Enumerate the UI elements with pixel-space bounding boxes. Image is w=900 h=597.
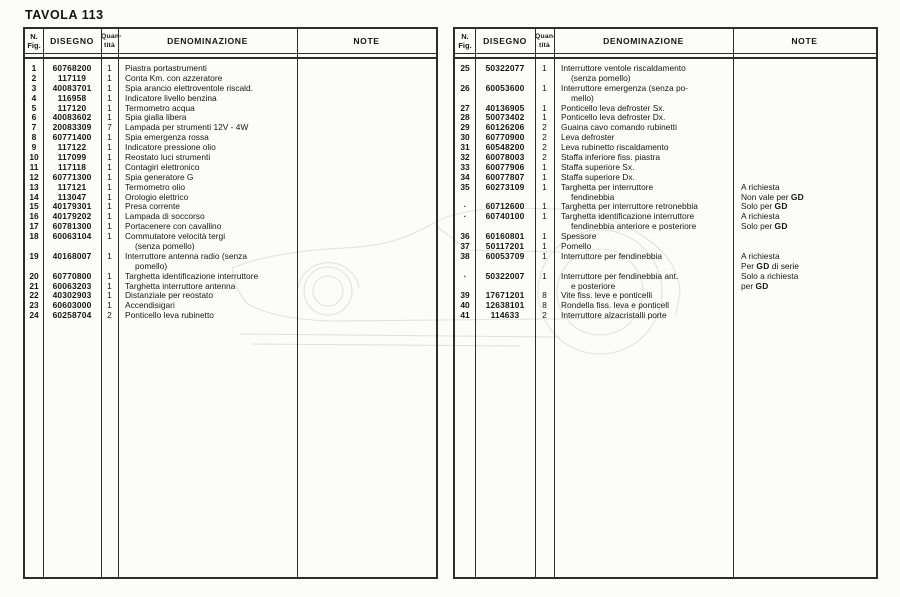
- cell-dis: 60077807: [485, 171, 525, 182]
- cell-fig: 35: [460, 181, 470, 192]
- cell-fig: 18: [29, 231, 39, 242]
- cell-den: fendinebbia anteriore e posteriore: [571, 222, 697, 232]
- cell-den: Portacenere con cavallino: [125, 222, 222, 232]
- cell-qta: 1: [542, 112, 547, 123]
- cell-qta: 1: [542, 211, 547, 222]
- cell-dis: 40136905: [485, 102, 525, 113]
- cell-qta: 1: [107, 161, 112, 172]
- cell-qta: 1: [542, 241, 547, 252]
- cell-dis: 60603000: [52, 300, 92, 311]
- cell-dis: 60078003: [485, 152, 525, 163]
- cell-dis: 60053709: [485, 250, 525, 261]
- cell-dis: 60053600: [485, 82, 525, 93]
- cell-fig: 15: [29, 201, 39, 212]
- cell-qta: 1: [107, 181, 112, 192]
- cell-qta: 8: [542, 300, 547, 311]
- cell-den: Vite fiss. leve e ponticelli: [561, 291, 653, 301]
- cell-den: Contagiri elettronico: [125, 162, 200, 172]
- cell-fig: 10: [29, 152, 39, 163]
- cell-fig: 25: [460, 63, 470, 73]
- cell-fig: 24: [29, 310, 39, 321]
- cell-den: Targhetta interruttore antenna: [125, 281, 236, 291]
- cell-den: Lampada di soccorso: [125, 212, 205, 222]
- cell-dis: 50073402: [485, 112, 525, 123]
- table-row: [455, 311, 876, 321]
- cell-qta: 1: [107, 201, 112, 212]
- page-title: TAVOLA 113: [25, 8, 104, 22]
- cell-den: Termometro olio: [125, 182, 186, 192]
- cell-note: [297, 74, 436, 84]
- cell-den: Indicatore livello benzina: [125, 93, 217, 103]
- cell-den: Staffa inferiore fiss. piastra: [561, 153, 660, 163]
- cell-den: Conta Km. con azzeratore: [125, 73, 223, 83]
- cell-note: [297, 183, 436, 193]
- table-header: [455, 29, 876, 54]
- cell-note: [733, 311, 876, 321]
- cell-qta: 1: [107, 152, 112, 163]
- cell-fig: 4: [31, 92, 37, 103]
- cell-dis: 60548200: [485, 142, 525, 153]
- cell-note: [733, 64, 876, 74]
- cell-dis: 50117201: [485, 241, 525, 252]
- table-header: [25, 29, 436, 54]
- cell-den: Distanziale per reostato: [125, 291, 213, 301]
- cell-dis: 60770800: [52, 270, 92, 281]
- cell-note: [297, 212, 436, 222]
- cell-den: Indicatore pressione olio: [125, 143, 216, 153]
- table-row: [25, 94, 436, 104]
- cell-den: Lampada per strumenti 12V - 4W: [125, 123, 249, 133]
- cell-qta: 1: [542, 181, 547, 192]
- cell-den: Ponticello leva defroster Dx.: [561, 113, 666, 123]
- table-body: [25, 64, 436, 321]
- cell-fig: ·: [463, 270, 467, 281]
- cell-qta: 2: [542, 142, 547, 153]
- table-row: [25, 252, 436, 262]
- cell-qta: 7: [107, 122, 112, 133]
- cell-den: Orologio elettrico: [125, 192, 189, 202]
- cell-qta: 1: [107, 142, 112, 153]
- header-fig: N. Fig.: [27, 32, 41, 50]
- header-quantita: Quan- tità: [101, 33, 122, 49]
- table-row: [25, 232, 436, 242]
- cell-den: Presa corrente: [125, 202, 180, 212]
- table-row: [455, 212, 876, 222]
- cell-note: A richiesta: [741, 182, 780, 192]
- cell-dis: 117122: [57, 142, 87, 153]
- cell-note: per GD: [741, 281, 769, 291]
- cell-qta: 1: [542, 250, 547, 261]
- cell-note: [297, 252, 436, 262]
- cell-fig: 16: [29, 211, 39, 222]
- cell-den: Spia arancio elettroventole riscald.: [125, 83, 254, 93]
- cell-den: Spessore: [561, 232, 597, 242]
- cell-qta: 1: [107, 92, 112, 103]
- cell-dis: 117119: [57, 72, 87, 83]
- cell-dis: 50322007: [485, 270, 525, 281]
- cell-fig: 37: [460, 241, 470, 252]
- cell-fig: 21: [29, 280, 39, 291]
- cell-dis: 60768200: [52, 63, 92, 73]
- cell-fig: 14: [29, 191, 39, 202]
- cell-qta: 2: [542, 132, 547, 143]
- cell-qta: 1: [107, 290, 112, 301]
- cell-qta: 1: [107, 63, 112, 73]
- cell-fig: 11: [29, 161, 39, 172]
- cell-note: [297, 242, 436, 252]
- cell-dis: 113047: [57, 191, 87, 202]
- header-denominazione: DENOMINAZIONE: [603, 35, 684, 46]
- cell-note: [733, 291, 876, 301]
- cell-qta: 1: [542, 171, 547, 182]
- cell-den: Leva defroster: [561, 133, 615, 143]
- cell-fig: ·: [463, 201, 467, 212]
- header-note: NOTE: [353, 35, 380, 46]
- cell-note: [297, 193, 436, 203]
- cell-note: [297, 173, 436, 183]
- cell-den: Staffa superiore Sx.: [561, 162, 635, 172]
- cell-qta: 1: [542, 63, 547, 73]
- table-body: [455, 64, 876, 321]
- cell-note: [733, 74, 876, 84]
- cell-qta: 2: [542, 152, 547, 163]
- cell-fig: 3: [31, 82, 37, 93]
- cell-den: Targhetta per interruttore: [561, 182, 654, 192]
- cell-den: (senza pomello): [571, 73, 631, 83]
- table-row: [25, 143, 436, 153]
- cell-note: [733, 232, 876, 242]
- header-disegno: DISEGNO: [483, 35, 527, 46]
- cell-dis: 17671201: [485, 290, 525, 301]
- table-row: [25, 183, 436, 193]
- cell-dis: 60771300: [52, 171, 92, 182]
- cell-note: [297, 282, 436, 292]
- cell-dis: 12638101: [485, 300, 525, 311]
- cell-qta: 8: [542, 290, 547, 301]
- cell-dis: 114633: [490, 310, 520, 321]
- cell-dis: 60781300: [52, 221, 92, 232]
- cell-qta: 1: [107, 191, 112, 202]
- cell-den: Accendisigari: [125, 301, 175, 311]
- cell-dis: 60740100: [485, 211, 525, 222]
- cell-dis: 40302903: [52, 290, 92, 301]
- cell-den: mello): [571, 93, 594, 103]
- table-row: [25, 311, 436, 321]
- cell-note: [297, 202, 436, 212]
- cell-dis: 40168007: [52, 250, 92, 261]
- table-row: [25, 173, 436, 183]
- cell-den: fendinebbia: [571, 192, 615, 202]
- cell-qta: 1: [542, 102, 547, 113]
- cell-note: A richiesta: [741, 251, 780, 261]
- cell-qta: 1: [107, 72, 112, 83]
- cell-dis: 40179202: [52, 211, 92, 222]
- parts-table-left: [23, 27, 438, 579]
- cell-fig: 30: [460, 132, 470, 143]
- table-row: [455, 64, 876, 74]
- cell-den: Rondella fiss. leva e ponticell: [561, 301, 670, 311]
- header-double-rule: [25, 57, 436, 59]
- cell-dis: 40083602: [52, 112, 92, 123]
- cell-note: [733, 123, 876, 133]
- cell-fig: 28: [460, 112, 470, 123]
- cell-fig: 7: [31, 122, 37, 133]
- cell-note: [733, 113, 876, 123]
- cell-den: Spia emergenza rossa: [125, 133, 209, 143]
- cell-note: [297, 94, 436, 104]
- cell-fig: 17: [29, 221, 39, 232]
- table-row: [455, 84, 876, 94]
- cell-dis: 117118: [57, 161, 87, 172]
- cell-den: Interruttore per fendinebbia: [561, 251, 663, 261]
- parts-table-right: [453, 27, 878, 579]
- cell-note: [297, 153, 436, 163]
- cell-fig: 34: [460, 171, 470, 182]
- cell-qta: 1: [107, 112, 112, 123]
- cell-dis: 60063104: [52, 231, 92, 242]
- cell-qta: 1: [107, 231, 112, 242]
- cell-note: [297, 291, 436, 301]
- table-row: [25, 64, 436, 74]
- cell-dis: 60160801: [485, 231, 525, 242]
- cell-dis: 60273109: [485, 181, 525, 192]
- cell-note: Solo per GD: [741, 222, 788, 232]
- cell-qta: 1: [107, 300, 112, 311]
- cell-den: Reostato luci strumenti: [125, 153, 211, 163]
- table-row: [25, 84, 436, 94]
- cell-fig: 1: [31, 63, 37, 73]
- cell-dis: 60258704: [52, 310, 92, 321]
- cell-dis: 60077906: [485, 161, 525, 172]
- cell-note: [297, 163, 436, 173]
- cell-note: [733, 84, 876, 94]
- cell-fig: 2: [31, 72, 37, 83]
- cell-qta: 1: [107, 211, 112, 222]
- cell-dis: 20083309: [52, 122, 92, 133]
- cell-note: [297, 113, 436, 123]
- cell-fig: 31: [460, 142, 470, 153]
- cell-fig: 19: [29, 250, 39, 261]
- cell-den: Ponticello leva rubinetto: [125, 311, 214, 321]
- cell-dis: 117099: [57, 152, 87, 163]
- header-double-rule: [455, 57, 876, 59]
- cell-fig: 6: [31, 112, 37, 123]
- table-row: [455, 272, 876, 282]
- cell-note: [297, 123, 436, 133]
- cell-dis: 60771400: [52, 132, 92, 143]
- cell-fig: 9: [31, 142, 37, 153]
- cell-den: Spia generatore G: [125, 172, 194, 182]
- cell-qta: 1: [542, 201, 547, 212]
- cell-den: e posteriore: [571, 281, 616, 291]
- cell-qta: 2: [542, 310, 547, 321]
- cell-dis: 117120: [57, 102, 87, 113]
- cell-den: Interruttore alzacristalli porte: [561, 311, 667, 321]
- cell-note: [297, 84, 436, 94]
- cell-note: [297, 143, 436, 153]
- cell-note: [297, 104, 436, 114]
- header-quantita: Quan- tità: [535, 33, 556, 49]
- cell-note: [733, 94, 876, 104]
- cell-qta: 1: [542, 82, 547, 93]
- cell-den: Leva rubinetto riscaldamento: [561, 143, 669, 153]
- cell-qta: 2: [542, 122, 547, 133]
- header-disegno: DISEGNO: [50, 35, 94, 46]
- cell-qta: 2: [107, 310, 112, 321]
- cell-dis: 60063203: [52, 280, 92, 291]
- cell-den: Interruttore per fendinebbia ant.: [561, 271, 679, 281]
- cell-dis: 40083701: [52, 82, 92, 93]
- cell-note: [297, 133, 436, 143]
- cell-dis: 40179301: [52, 201, 92, 212]
- cell-fig: 40: [460, 300, 470, 311]
- cell-qta: 1: [542, 161, 547, 172]
- cell-fig: 5: [31, 102, 37, 113]
- cell-qta: 1: [107, 82, 112, 93]
- cell-fig: 20: [29, 270, 39, 281]
- cell-note: [297, 232, 436, 242]
- cell-qta: 1: [542, 270, 547, 281]
- cell-fig: 27: [460, 102, 470, 113]
- cell-note: [733, 133, 876, 143]
- table-row: [455, 252, 876, 262]
- cell-fig: 36: [460, 231, 470, 242]
- cell-fig: 12: [29, 171, 39, 182]
- cell-fig: 22: [29, 290, 39, 301]
- cell-dis: 116958: [57, 92, 87, 103]
- cell-fig: 13: [29, 181, 39, 192]
- cell-den: Interruttore emergenza (senza po-: [561, 83, 689, 93]
- cell-fig: 26: [460, 82, 470, 93]
- cell-qta: 1: [107, 280, 112, 291]
- header-fig: N. Fig.: [458, 32, 472, 50]
- cell-den: Targhetta identificazione interruttore: [561, 212, 695, 222]
- cell-den: Targhetta identificazione interruttore: [125, 271, 259, 281]
- cell-fig: 39: [460, 290, 470, 301]
- cell-dis: 60712600: [485, 201, 525, 212]
- cell-qta: 1: [542, 231, 547, 242]
- cell-den: Targhetta per interruttore retronebbia: [561, 202, 698, 212]
- cell-den: Piastra portastrumenti: [125, 64, 207, 73]
- cell-den: Ponticello leva defroster Sx.: [561, 103, 665, 113]
- cell-note: [733, 143, 876, 153]
- header-denominazione: DENOMINAZIONE: [167, 35, 248, 46]
- cell-note: Solo a richiesta: [741, 271, 799, 281]
- cell-note: A richiesta: [741, 212, 780, 222]
- cell-note: [297, 64, 436, 74]
- cell-note: [733, 104, 876, 114]
- cell-den: [554, 262, 733, 272]
- cell-den: Guaina cavo comando rubinetti: [561, 123, 677, 133]
- cell-note: [733, 153, 876, 163]
- cell-note: [297, 311, 436, 321]
- cell-dis: 60770900: [485, 132, 525, 143]
- cell-fig: 29: [460, 122, 470, 133]
- cell-note: [733, 173, 876, 183]
- cell-fig: 32: [460, 152, 470, 163]
- cell-qta: 1: [107, 270, 112, 281]
- cell-note: Per GD di serie: [741, 261, 799, 271]
- cell-den: Interruttore antenna radio (senza: [125, 251, 247, 261]
- cell-qta: 1: [107, 132, 112, 143]
- cell-den: Interruttore ventole riscaldamento: [561, 64, 686, 73]
- cell-fig: 33: [460, 161, 470, 172]
- cell-note: [297, 222, 436, 232]
- cell-qta: 1: [107, 102, 112, 113]
- cell-note: [297, 301, 436, 311]
- cell-den: Termometro acqua: [125, 103, 195, 113]
- cell-fig: 38: [460, 250, 470, 261]
- cell-note: [733, 301, 876, 311]
- cell-den: pomello): [135, 261, 168, 271]
- cell-fig: 8: [31, 132, 37, 143]
- table-row: [25, 153, 436, 163]
- cell-note: [297, 272, 436, 282]
- cell-note: [733, 242, 876, 252]
- cell-qta: 1: [107, 221, 112, 232]
- cell-den: Commutatore velocità tergi: [125, 232, 226, 242]
- cell-dis: 60126206: [485, 122, 525, 133]
- cell-den: Staffa superiore Dx.: [561, 172, 635, 182]
- table-row: [455, 183, 876, 193]
- cell-fig: 41: [460, 310, 470, 321]
- cell-note: Solo per GD: [741, 202, 788, 212]
- cell-note: Non vale per GD: [741, 192, 804, 202]
- table-row: [25, 133, 436, 143]
- cell-qta: 1: [107, 171, 112, 182]
- cell-note: [297, 262, 436, 272]
- cell-fig: 23: [29, 300, 39, 311]
- cell-den: Spia gialla libera: [125, 113, 187, 123]
- cell-note: [733, 163, 876, 173]
- cell-den: (senza pomello): [135, 242, 195, 252]
- header-note: NOTE: [791, 35, 818, 46]
- cell-dis: 50322077: [485, 63, 525, 73]
- cell-dis: 117121: [57, 181, 87, 192]
- cell-den: Pomello: [561, 242, 592, 252]
- cell-fig: ·: [463, 211, 467, 222]
- cell-qta: 1: [107, 250, 112, 261]
